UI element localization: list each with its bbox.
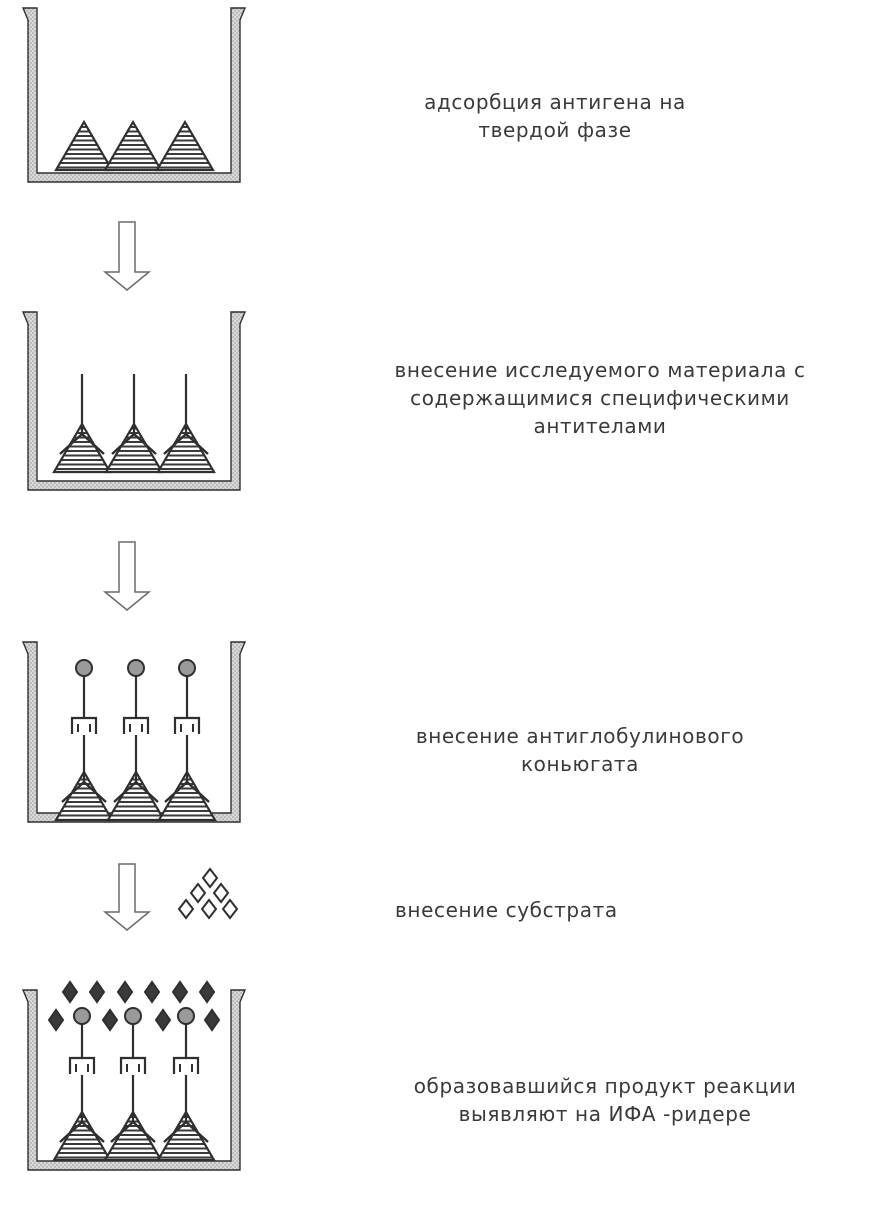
enzyme-icon (178, 1008, 194, 1024)
substrate-icon (203, 869, 217, 887)
product-icon (103, 1010, 117, 1030)
substrate-icon (214, 884, 228, 902)
enzyme-icon (74, 1008, 90, 1024)
caption-substrate: внесение субстрата (395, 898, 618, 922)
antigen-icon (157, 122, 213, 170)
product-icon (49, 1010, 63, 1030)
substrate-icon (223, 900, 237, 918)
enzyme-icon (125, 1008, 141, 1024)
caption-conjugate: внесение антиглобулинового коньюгата (415, 724, 745, 776)
conjugate-icon (72, 660, 96, 734)
antigen-icon (56, 122, 112, 170)
product-icon (156, 1010, 170, 1030)
conjugate-icon (121, 1008, 145, 1074)
product-icon (63, 982, 77, 1002)
product-icon (173, 982, 187, 1002)
substrate-icon (179, 900, 193, 918)
conjugate-icon (174, 1008, 198, 1074)
arrow-down-icon (105, 222, 149, 290)
antigen-icon (105, 122, 161, 170)
product-icon (205, 1010, 219, 1030)
arrow-down-icon (105, 542, 149, 610)
conjugate-icon (70, 1008, 94, 1074)
caption-product: образовавшийся продукт реакции выявляют на ИФА -ридере (413, 1074, 797, 1126)
caption-sample: внесение исследуемого материала с содержащимися специфическими антителами (394, 358, 806, 438)
product-icon (145, 982, 159, 1002)
product-icon (118, 982, 132, 1002)
substrate-icon (191, 884, 205, 902)
enzyme-icon (128, 660, 144, 676)
substrate-icon (202, 900, 216, 918)
arrow-down-icon (105, 864, 149, 930)
enzyme-icon (76, 660, 92, 676)
conjugate-icon (124, 660, 148, 734)
enzyme-icon (179, 660, 195, 676)
product-icon (90, 982, 104, 1002)
caption-adsorption: адсорбция антигена на твердой фазе (424, 90, 686, 142)
product-icon (200, 982, 214, 1002)
conjugate-icon (175, 660, 199, 734)
